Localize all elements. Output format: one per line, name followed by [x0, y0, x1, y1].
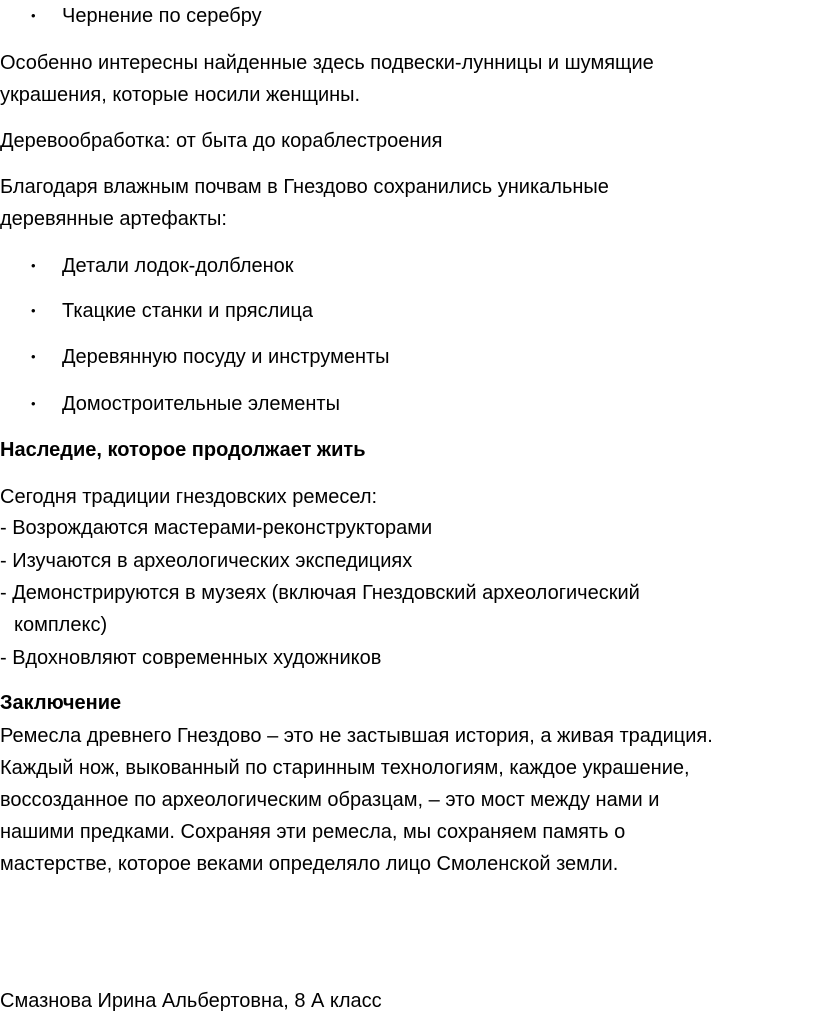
bullet-dot: • — [31, 8, 36, 23]
bullet-text: Деревянную посуду и инструменты — [62, 346, 390, 368]
paragraph-line: Благодаря влажным почвам в Гнездово сохранились уникальные — [0, 176, 609, 198]
paragraph-line: Каждый нож, выкованный по старинным технологиям, каждое украшение, — [0, 757, 690, 779]
list-item: - Возрождаются мастерами-реконструкторами — [0, 517, 433, 539]
list-item: - Изучаются в археологических экспедициях — [0, 550, 413, 572]
paragraph-line: Ремесла древнего Гнездово – это не застывшая история, а живая традиция. — [0, 725, 713, 747]
bullet-dot: • — [31, 396, 36, 411]
section-heading: Наследие, которое продолжает жить — [0, 439, 366, 461]
bullet-text: Домостроительные элементы — [62, 393, 340, 415]
bullet-dot: • — [31, 258, 36, 273]
bullet-dot: • — [31, 303, 36, 318]
author-signature: Смазнова Ирина Альбертовна, 8 А класс — [0, 990, 382, 1012]
section-subtitle: Деревообработка: от быта до кораблестроения — [0, 130, 443, 152]
list-item: - Вдохновляют современных художников — [0, 647, 382, 669]
paragraph-line: деревянные артефакты: — [0, 208, 227, 230]
bullet-text: Ткацкие станки и пряслица — [62, 300, 313, 322]
paragraph-line: Сегодня традиции гнездовских ремесел: — [0, 486, 378, 508]
paragraph-line: воссозданное по археологическим образцам, – это мост между нами и — [0, 789, 660, 811]
paragraph-line: украшения, которые носили женщины. — [0, 84, 361, 106]
list-item-continuation: комплекс) — [14, 614, 108, 636]
paragraph-line: мастерстве, которое веками определяло лицо Смоленской земли. — [0, 853, 619, 875]
paragraph-line: Особенно интересны найденные здесь подвески-лунницы и шумящие — [0, 52, 654, 74]
section-heading: Заключение — [0, 692, 122, 714]
list-item: - Демонстрируются в музеях (включая Гнездовский археологический — [0, 582, 640, 604]
bullet-text: Чернение по серебру — [62, 5, 262, 27]
bullet-dot: • — [31, 349, 36, 364]
paragraph-line: нашими предками. Сохраняя эти ремесла, мы сохраняем память о — [0, 821, 626, 843]
bullet-text: Детали лодок-долбленок — [62, 255, 294, 277]
